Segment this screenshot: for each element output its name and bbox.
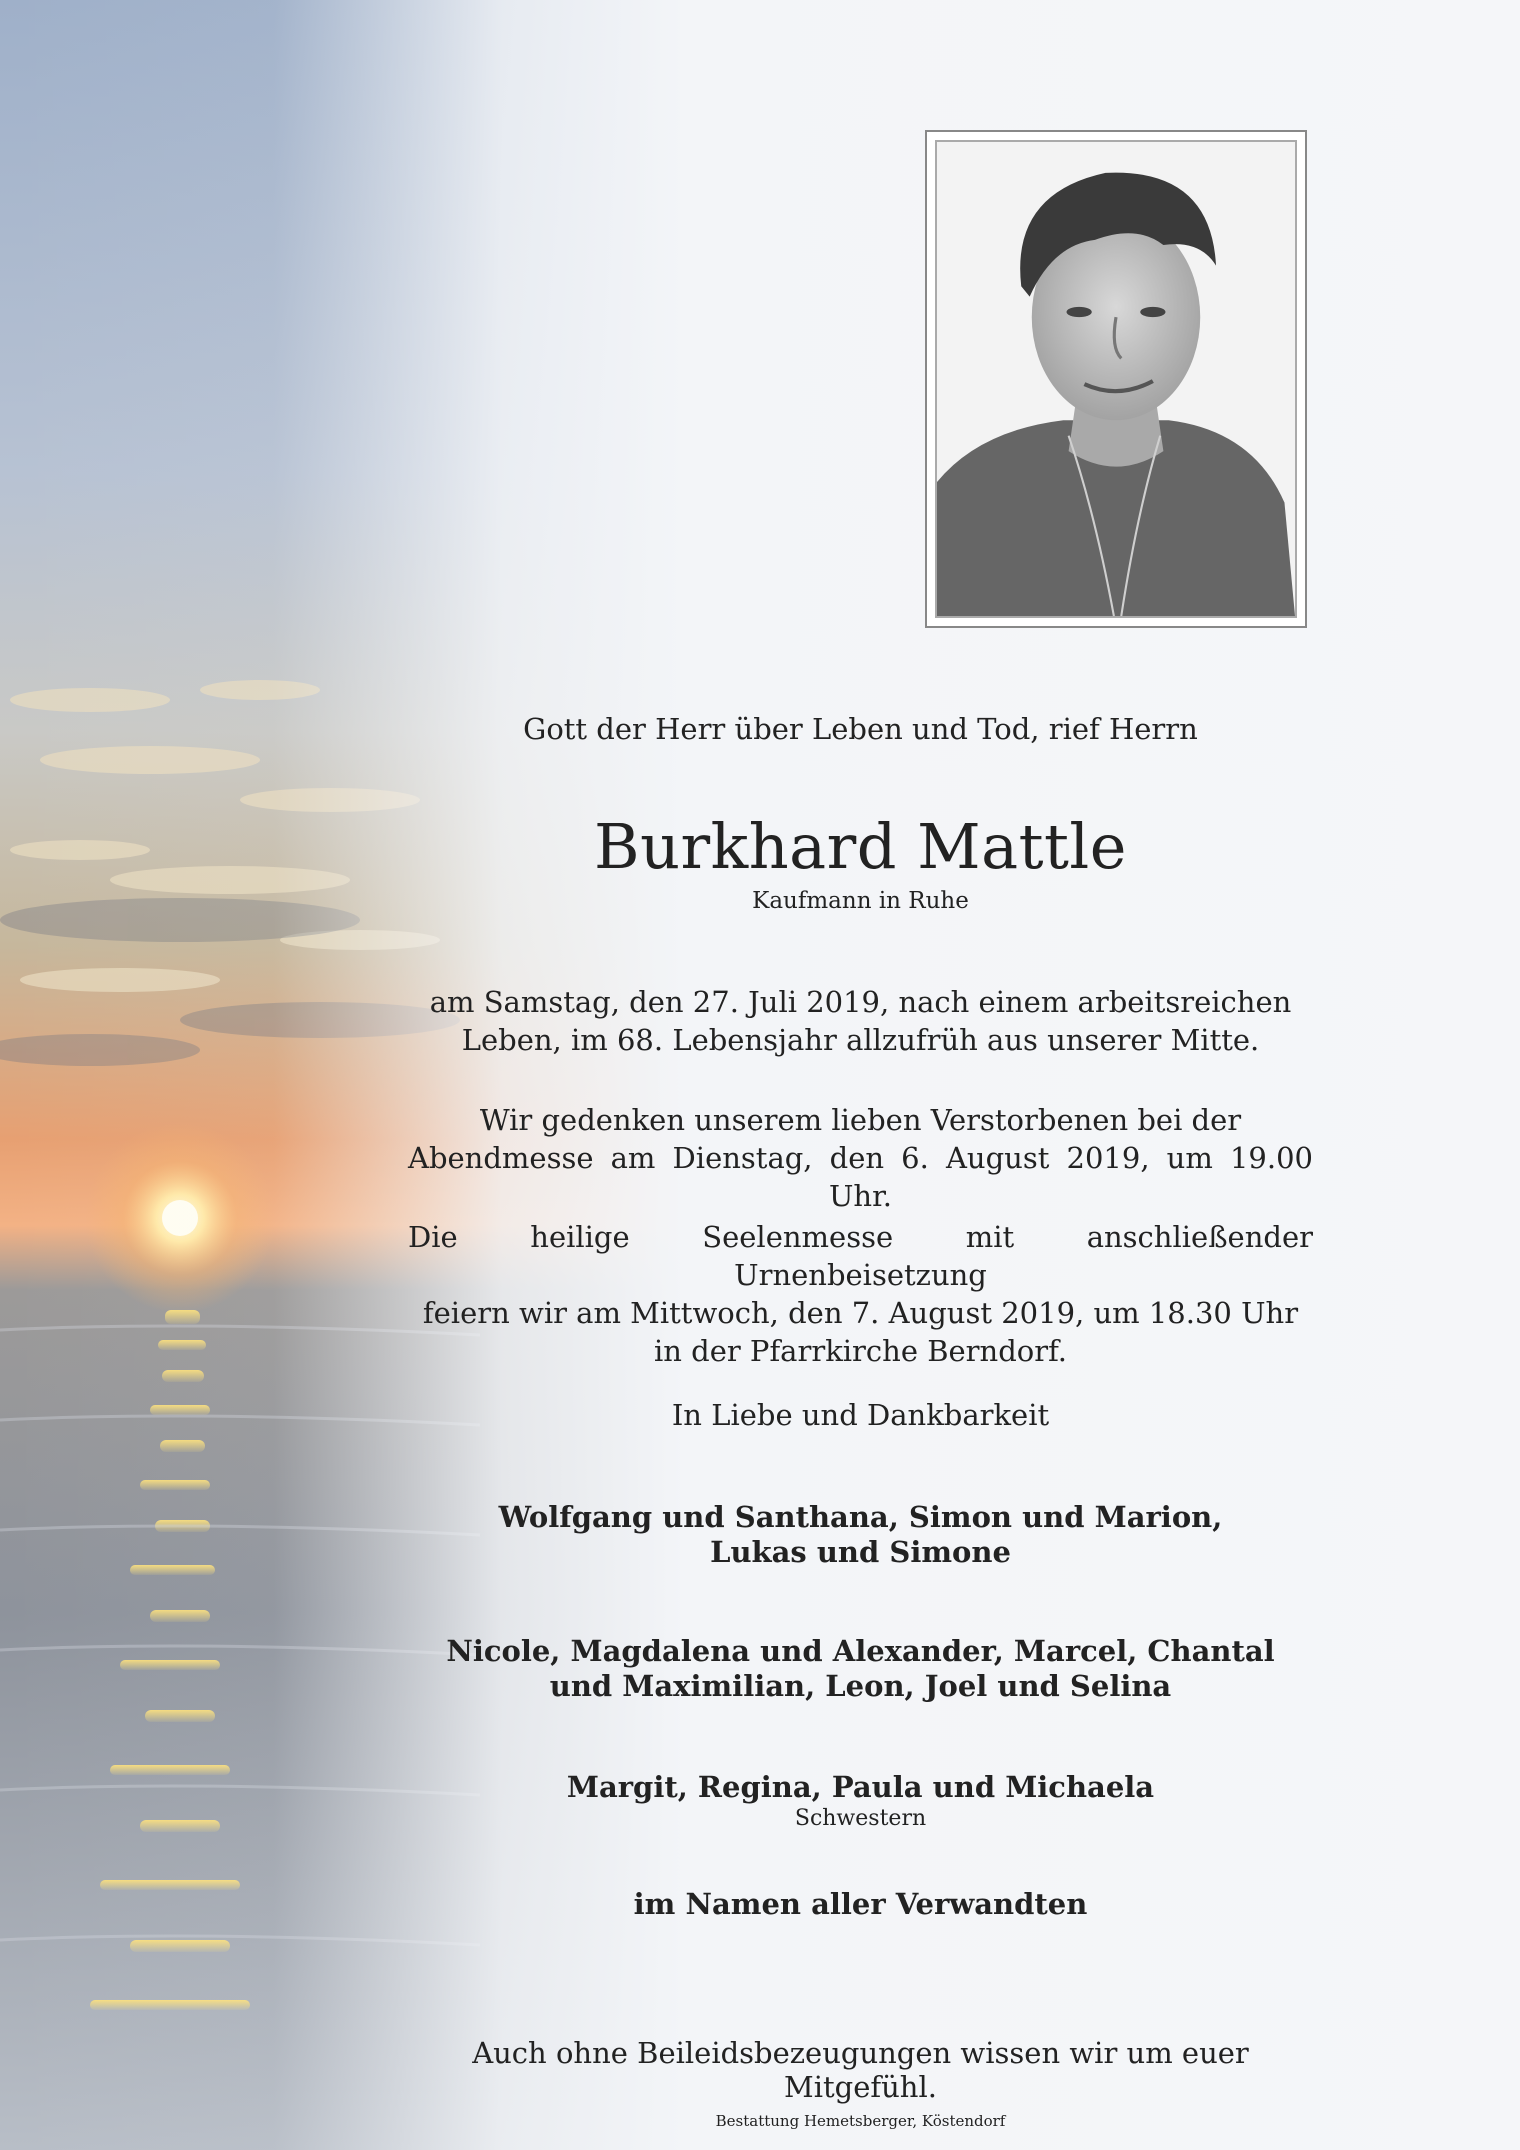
portrait-frame (925, 130, 1307, 628)
funeral-home-footer: Bestattung Hemetsberger, Köstendorf (715, 2112, 1006, 2130)
deceased-name: Burkhard Mattle (594, 810, 1127, 883)
family-line: und Maximilian, Leon, Joel und Selina (549, 1669, 1172, 1703)
paragraph-line: Wir gedenken unserem lieben Verstorbenen bei der (479, 1103, 1242, 1137)
family-line: Nicole, Magdalena und Alexander, Marcel, Chantal (446, 1634, 1275, 1668)
love-gratitude-line: In Liebe und Dankbarkeit (671, 1398, 1050, 1432)
family-line: im Namen aller Verwandten (633, 1887, 1088, 1921)
family-group (408, 1500, 1313, 1570)
evening-mass-paragraph (408, 1101, 1313, 1215)
paragraph-line: am Samstag, den 27. Juli 2019, nach einem arbeitsreichen (429, 985, 1292, 1019)
family-line: Wolfgang und Santhana, Simon und Marion, (498, 1500, 1223, 1534)
family-group (408, 1887, 1313, 1922)
funeral-mass-paragraph (408, 1218, 1313, 1370)
portrait-photo (935, 140, 1297, 618)
closing-line: Auch ohne Beileidsbezeugungen wissen wir um euer Mitgefühl. (472, 2036, 1249, 2104)
paragraph-line: Leben, im 68. Lebensjahr allzufrüh aus unserer Mitte. (461, 1023, 1260, 1057)
death-notice-paragraph (408, 983, 1313, 1059)
paragraph-line: Die heilige Seelenmesse mit anschließender Urnenbeisetzung (408, 1220, 1313, 1292)
deceased-title: Kaufmann in Ruhe (752, 888, 969, 914)
family-line: Lukas und Simone (710, 1535, 1011, 1569)
family-group (408, 1634, 1313, 1704)
family-line: Margit, Regina, Paula und Michaela (566, 1770, 1155, 1804)
paragraph-line: feiern wir am Mittwoch, den 7. August 2019, um 18.30 Uhr (422, 1296, 1299, 1330)
intro-line: Gott der Herr über Leben und Tod, rief Herrn (523, 712, 1198, 746)
paragraph-line: in der Pfarrkirche Berndorf. (653, 1334, 1068, 1368)
paragraph-line: Abendmesse am Dienstag, den 6. August 2019, um 19.00 Uhr. (408, 1141, 1313, 1213)
family-group (408, 1770, 1313, 1805)
sisters-label: Schwestern (794, 1806, 927, 1831)
